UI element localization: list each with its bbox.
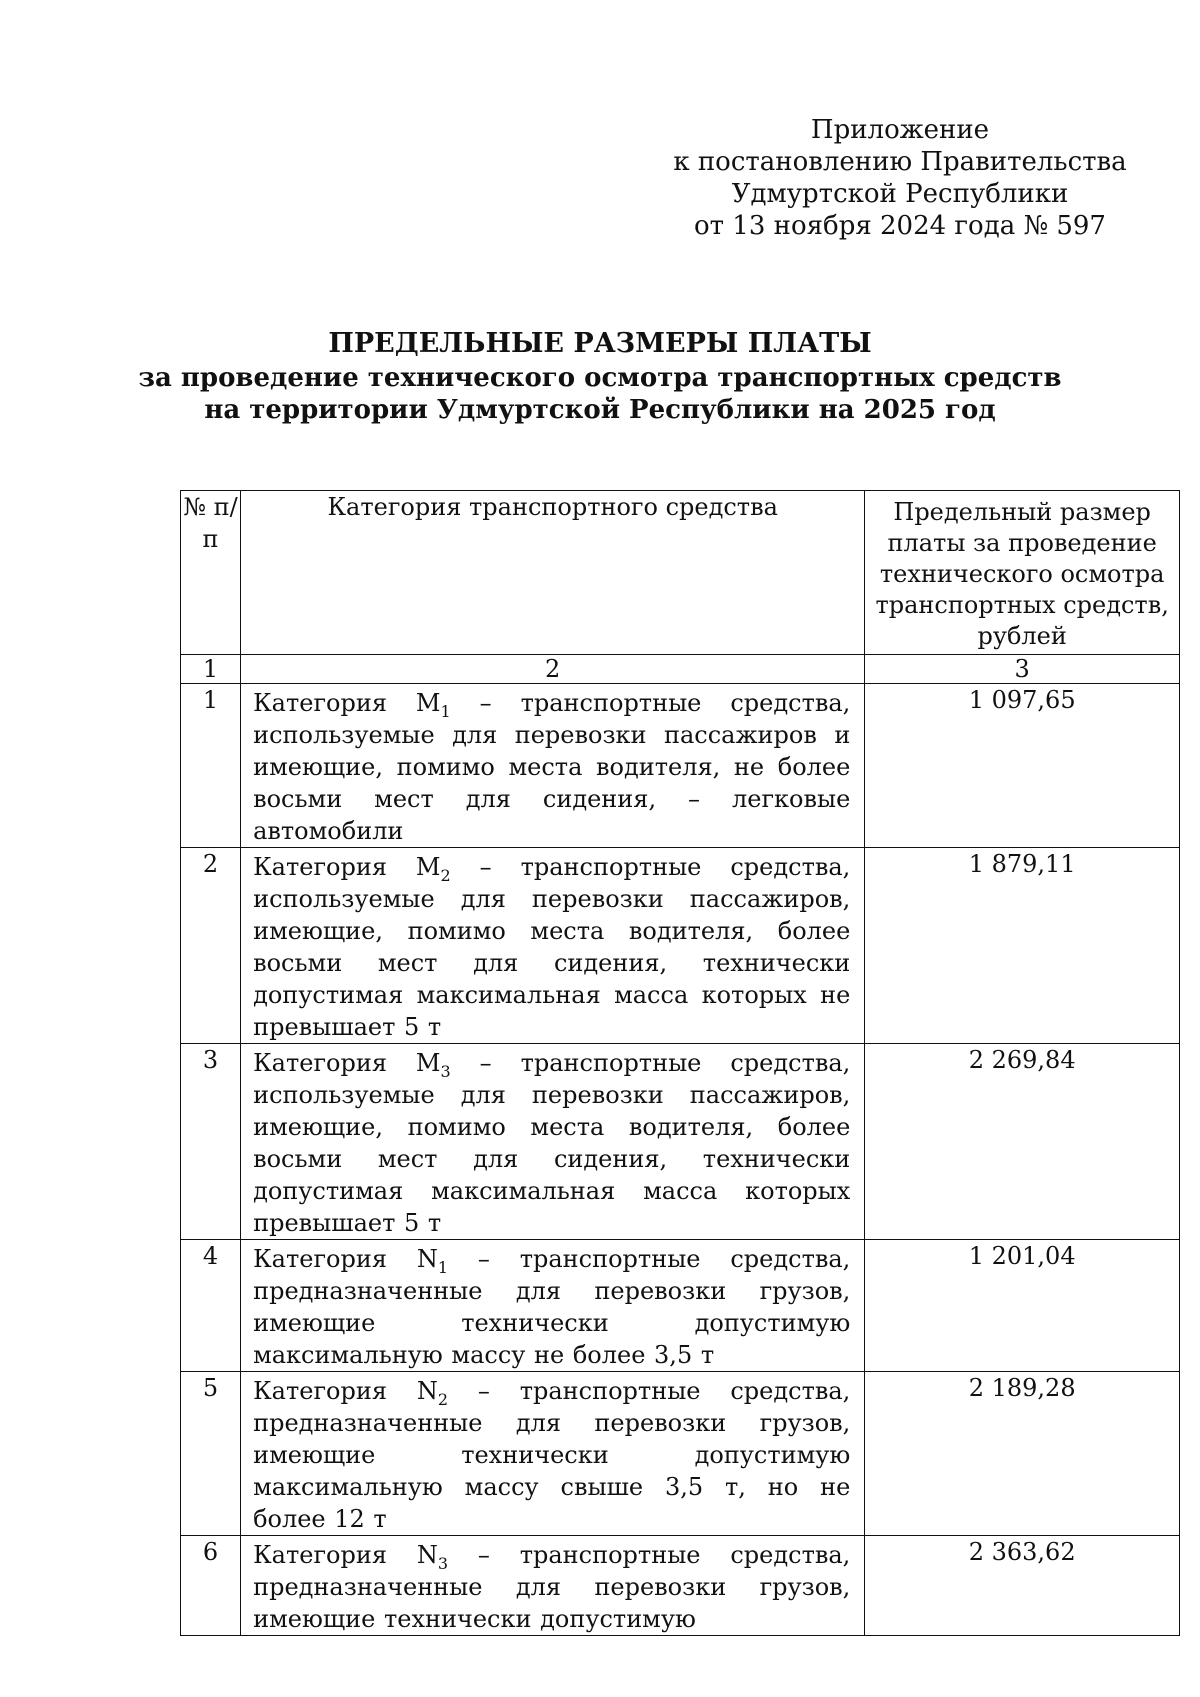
category-subscript: 3 — [440, 1061, 451, 1081]
category-prefix: Категория M — [253, 689, 441, 717]
column-number: 3 — [865, 655, 1180, 684]
table-row — [181, 1240, 1180, 1372]
row-number: 6 — [181, 1536, 241, 1636]
row-fee: 1 879,11 — [865, 848, 1180, 1044]
category-subscript: 2 — [440, 865, 451, 885]
appendix-republic: Удмуртской Республики — [731, 179, 1069, 209]
category-text: – транспортные средства, предназначенные для перевозки грузов, имеющие технически допустимую — [253, 1541, 851, 1633]
table-header-row — [181, 491, 1180, 655]
table-row — [181, 684, 1180, 848]
column-number: 1 — [181, 655, 241, 684]
row-category — [241, 1240, 865, 1372]
category-text: – транспортные средства, используемые для перевозки пассажиров, имеющие, помимо места водителя, более восьми мест для сидения, технически допустимая максимальная масса которых не превышает 5 т — [253, 853, 851, 1041]
appendix-resolution-ref: к постановлению Правительства — [673, 147, 1127, 177]
row-category — [241, 1372, 865, 1536]
row-category — [241, 1536, 865, 1636]
row-category — [241, 1044, 865, 1240]
table-row — [181, 1372, 1180, 1536]
appendix-block — [640, 114, 1160, 242]
header-category: Категория транспортного средства — [241, 491, 865, 655]
category-prefix: Категория M — [253, 853, 441, 881]
row-number: 5 — [181, 1372, 241, 1536]
appendix-title: Приложение — [810, 115, 990, 145]
row-category — [241, 684, 865, 848]
category-text: – транспортные средства, предназначенные для перевозки грузов, имеющие технически допустимую максимальную массу свыше 3,5 т, но не более 12 т — [253, 1377, 851, 1533]
row-fee: 2 269,84 — [865, 1044, 1180, 1240]
row-fee: 2 363,62 — [865, 1536, 1180, 1636]
row-fee: 1 201,04 — [865, 1240, 1180, 1372]
category-subscript: 2 — [437, 1389, 449, 1409]
header-fee: Предельный размер платы за проведение технического осмотра транспортных средств, рублей — [865, 491, 1180, 655]
title-subtitle-2: на территории Удмуртской Республики на 2025 год — [204, 395, 996, 425]
column-number-row — [181, 655, 1180, 684]
category-subscript: 1 — [440, 701, 451, 721]
row-number: 3 — [181, 1044, 241, 1240]
row-number: 1 — [181, 684, 241, 848]
category-prefix: Категория N — [253, 1377, 438, 1405]
table-row — [181, 1044, 1180, 1240]
title-main: ПРЕДЕЛЬНЫЕ РАЗМЕРЫ ПЛАТЫ — [328, 328, 872, 359]
category-text: – транспортные средства, используемые для перевозки пассажиров, имеющие, помимо места водителя, более восьми мест для сидения, технически допустимая максимальная масса которых превышает 5 т — [253, 1049, 851, 1237]
title-subtitle-1: за проведение технического осмотра транспортных средств — [138, 363, 1062, 393]
table-row — [181, 848, 1180, 1044]
row-fee: 1 097,65 — [865, 684, 1180, 848]
row-category — [241, 848, 865, 1044]
category-subscript: 1 — [437, 1257, 449, 1277]
category-prefix: Категория M — [253, 1049, 441, 1077]
row-number: 2 — [181, 848, 241, 1044]
table-row — [181, 1536, 1180, 1636]
row-number: 4 — [181, 1240, 241, 1372]
category-subscript: 3 — [437, 1553, 449, 1573]
category-prefix: Категория N — [253, 1541, 438, 1569]
category-text: – транспортные средства, используемые для перевозки пассажиров и имеющие, помимо места водителя, не более восьми мест для сидения, – легковые автомобили — [253, 689, 851, 845]
column-number: 2 — [241, 655, 865, 684]
appendix-date-number: от 13 ноября 2024 года № 597 — [694, 211, 1106, 241]
document-title — [0, 328, 1200, 426]
category-text: – транспортные средства, предназначенные для перевозки грузов, имеющие технически допустимую максимальную массу не более 3,5 т — [253, 1245, 851, 1369]
fee-table — [180, 490, 1180, 1636]
category-prefix: Категория N — [253, 1245, 438, 1273]
header-num: № п/п — [181, 491, 241, 655]
row-fee: 2 189,28 — [865, 1372, 1180, 1536]
